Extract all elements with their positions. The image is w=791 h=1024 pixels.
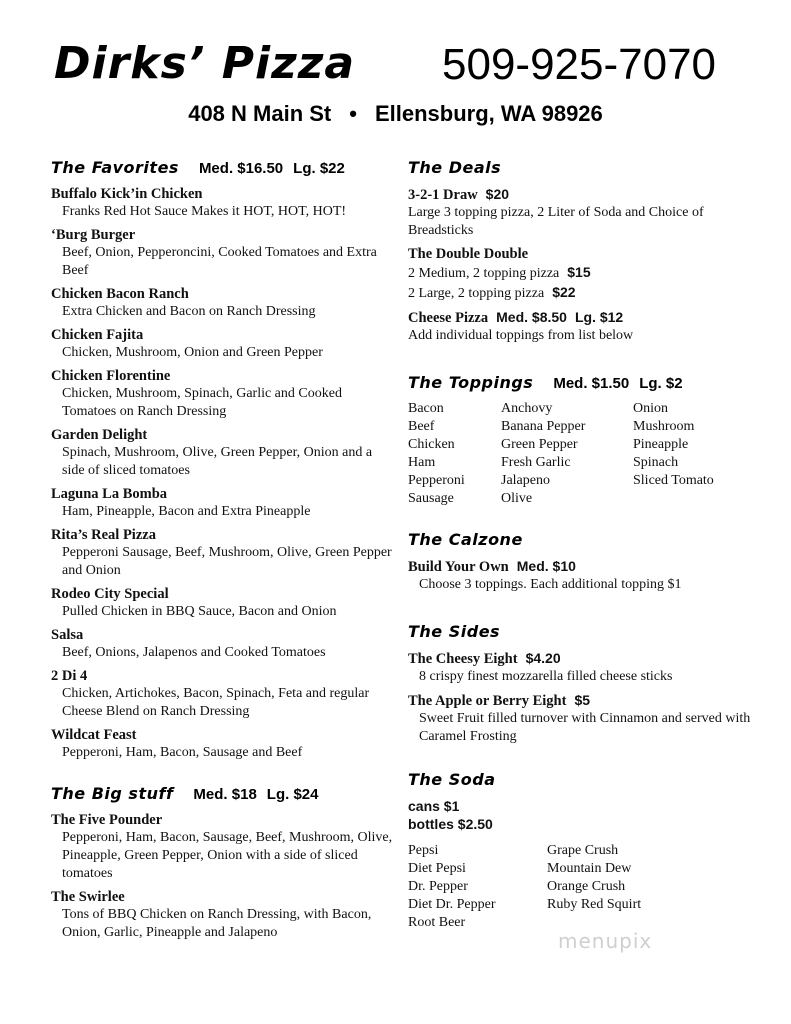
phone-number: 509-925-7070 <box>442 40 717 89</box>
side-description: 8 crispy finest mozzarella filled cheese sticks <box>419 669 673 684</box>
street-address: 408 N Main St <box>188 101 332 126</box>
soda-prices <box>408 797 768 833</box>
toppings-med-price: Med. $1.50 <box>553 375 630 392</box>
address <box>0 101 791 127</box>
favorites-title: The Favorites <box>51 158 179 177</box>
item-name: The Swirlee <box>51 889 125 905</box>
soda-item: Pepsi <box>408 843 439 858</box>
bigstuff-med-price: Med. $18 <box>193 786 257 803</box>
calzone-description: Choose 3 toppings. Each additional topping $1 <box>419 577 682 592</box>
item-description: Beef, Onion, Pepperoncini, Cooked Tomatoes and Extra Beef <box>62 245 377 278</box>
item-description: Extra Chicken and Bacon on Ranch Dressing <box>62 304 316 319</box>
deal-price: $15 <box>567 264 591 280</box>
calzone-item <box>408 557 768 594</box>
soda-item: Root Beer <box>408 915 466 930</box>
deal-line <box>408 263 768 283</box>
soda-column-2 <box>547 842 641 932</box>
item-name: ‘Burg Burger <box>51 227 136 243</box>
topping: Sliced Tomato <box>633 473 714 488</box>
bigstuff-title: The Big stuff <box>51 784 174 803</box>
item-description: Pepperoni, Ham, Bacon, Sausage, Beef, Mushroom, Olive, Pineapple, Green Pepper, Onion with a side of sliced tomatoes <box>62 830 393 881</box>
topping: Chicken <box>408 437 455 452</box>
sides-header <box>408 622 768 641</box>
side-name <box>408 649 768 668</box>
soda-item: Mountain Dew <box>547 861 632 876</box>
topping: Ham <box>408 455 436 470</box>
topping: Olive <box>501 491 533 506</box>
favorites-lg-price: Lg. $22 <box>293 160 345 177</box>
item-name: Wildcat Feast <box>51 727 137 743</box>
favorites-med-price: Med. $16.50 <box>198 160 284 177</box>
item-description: Spinach, Mushroom, Olive, Green Pepper, Onion and a side of sliced tomatoes <box>62 445 373 478</box>
item-name: Garden Delight <box>51 427 148 443</box>
soda-item: Dr. Pepper <box>408 879 468 894</box>
deal-item <box>408 245 768 303</box>
topping: Spinach <box>633 455 679 470</box>
toppings-prices <box>553 375 682 392</box>
topping: Anchovy <box>501 401 553 416</box>
deal-item <box>408 308 768 345</box>
toppings-column-3 <box>633 400 714 508</box>
deal-line-text: 2 Large, 2 topping pizza <box>408 286 545 301</box>
soda-list <box>408 842 768 932</box>
soda-cans-price: cans $1 <box>408 798 460 814</box>
soda-item: Diet Dr. Pepper <box>408 897 496 912</box>
topping: Green Pepper <box>501 437 578 452</box>
soda-header <box>408 770 768 789</box>
address-separator: • <box>349 101 357 126</box>
menu-item <box>51 667 396 721</box>
calzone-price: Med. $10 <box>516 558 576 574</box>
right-column <box>408 158 768 932</box>
deal-description: Add individual toppings from list below <box>408 328 634 343</box>
topping: Pepperoni <box>408 473 465 488</box>
item-name: 2 Di 4 <box>51 668 88 684</box>
deal-line-text: 2 Medium, 2 topping pizza <box>408 266 560 281</box>
item-name: Salsa <box>51 627 84 643</box>
item-name: Rodeo City Special <box>51 586 169 602</box>
deal-name <box>408 308 768 327</box>
menu-item <box>51 811 396 883</box>
soda-item: Orange Crush <box>547 879 626 894</box>
deal-price-lg: Lg. $12 <box>574 309 624 325</box>
item-name: Chicken Fajita <box>51 327 144 343</box>
topping: Onion <box>633 401 668 416</box>
left-column <box>51 158 396 947</box>
side-item <box>408 691 768 746</box>
soda-column-1 <box>408 842 547 932</box>
topping: Pineapple <box>633 437 689 452</box>
item-description: Chicken, Mushroom, Spinach, Garlic and Cooked Tomatoes on Ranch Dressing <box>62 386 342 419</box>
topping: Jalapeno <box>501 473 550 488</box>
item-name: Chicken Bacon Ranch <box>51 286 189 302</box>
soda-bottles-price: bottles $2.50 <box>408 816 493 832</box>
bigstuff-lg-price: Lg. $24 <box>266 786 319 803</box>
menu-item <box>51 185 396 221</box>
menu-item <box>51 585 396 621</box>
item-description: Ham, Pineapple, Bacon and Extra Pineapple <box>62 504 311 519</box>
watermark: menupix <box>558 929 653 953</box>
toppings-column-2 <box>501 400 633 508</box>
side-name <box>408 691 768 710</box>
item-description: Chicken, Artichokes, Bacon, Spinach, Feta and regular Cheese Blend on Ranch Dressing <box>62 686 370 719</box>
toppings-list <box>408 400 768 508</box>
side-item <box>408 649 768 686</box>
side-title: The Apple or Berry Eight <box>408 693 567 709</box>
deal-price-med: Med. $8.50 <box>496 309 567 325</box>
item-description: Beef, Onions, Jalapenos and Cooked Tomatoes <box>62 645 326 660</box>
topping: Banana Pepper <box>501 419 586 434</box>
soda-item: Ruby Red Squirt <box>547 897 642 912</box>
item-description: Chicken, Mushroom, Onion and Green Pepper <box>62 345 323 360</box>
topping: Fresh Garlic <box>501 455 571 470</box>
calzone-title-text: Build Your Own <box>408 559 509 575</box>
menu-item <box>51 367 396 421</box>
item-name: Buffalo Kick’in Chicken <box>51 186 203 202</box>
side-price: $5 <box>574 692 591 708</box>
deals-header <box>408 158 768 177</box>
soda-item: Grape Crush <box>547 843 619 858</box>
toppings-title: The Toppings <box>408 373 534 392</box>
topping: Sausage <box>408 491 454 506</box>
menu-item <box>51 226 396 280</box>
deal-line <box>408 283 768 303</box>
item-description: Pulled Chicken in BBQ Sauce, Bacon and Onion <box>62 604 337 619</box>
bigstuff-prices <box>193 786 318 803</box>
menu-item <box>51 426 396 480</box>
toppings-column-1 <box>408 400 501 508</box>
favorites-prices <box>199 160 345 177</box>
calzone-header <box>408 530 768 549</box>
bigstuff-header <box>51 784 396 803</box>
item-name: The Five Pounder <box>51 812 163 828</box>
deals-title: The Deals <box>408 158 502 177</box>
deal-title: 3-2-1 Draw <box>408 187 478 203</box>
item-name: Chicken Florentine <box>51 368 171 384</box>
deal-item <box>408 185 768 240</box>
deal-description: Large 3 topping pizza, 2 Liter of Soda and Choice of Breadsticks <box>408 205 704 238</box>
deal-name: The Double Double <box>408 246 529 262</box>
menu-item <box>51 888 396 942</box>
calzone-name <box>408 557 768 576</box>
sides-title: The Sides <box>408 622 501 641</box>
topping: Bacon <box>408 401 444 416</box>
menu-item <box>51 326 396 362</box>
topping: Beef <box>408 419 435 434</box>
deal-title: Cheese Pizza <box>408 310 489 326</box>
side-price: $4.20 <box>525 650 561 666</box>
item-description: Pepperoni Sausage, Beef, Mushroom, Olive, Green Pepper and Onion <box>62 545 392 578</box>
menu-item <box>51 485 396 521</box>
favorites-header <box>51 158 396 177</box>
menu-item <box>51 526 396 580</box>
menu-item <box>51 726 396 762</box>
deal-price: $22 <box>552 284 576 300</box>
menu-item <box>51 285 396 321</box>
side-title: The Cheesy Eight <box>408 651 518 667</box>
city-address: Ellensburg, WA 98926 <box>374 101 603 126</box>
deal-price: $20 <box>485 186 510 202</box>
item-description: Pepperoni, Ham, Bacon, Sausage and Beef <box>62 745 303 760</box>
restaurant-name: Dirks’ Pizza <box>54 38 356 89</box>
deal-name <box>408 185 768 204</box>
item-description: Franks Red Hot Sauce Makes it HOT, HOT, HOT! <box>62 204 347 219</box>
item-name: Laguna La Bomba <box>51 486 168 502</box>
calzone-title: The Calzone <box>408 530 523 549</box>
item-name: Rita’s Real Pizza <box>51 527 156 543</box>
topping: Mushroom <box>633 419 695 434</box>
menu-item <box>51 626 396 662</box>
soda-title: The Soda <box>408 770 496 789</box>
soda-item: Diet Pepsi <box>408 861 466 876</box>
toppings-lg-price: Lg. $2 <box>639 375 683 392</box>
toppings-header <box>408 373 768 392</box>
item-description: Tons of BBQ Chicken on Ranch Dressing, with Bacon, Onion, Garlic, Pineapple and Jalapeno <box>62 907 372 940</box>
side-description: Sweet Fruit filled turnover with Cinnamon and served with Caramel Frosting <box>419 711 751 744</box>
